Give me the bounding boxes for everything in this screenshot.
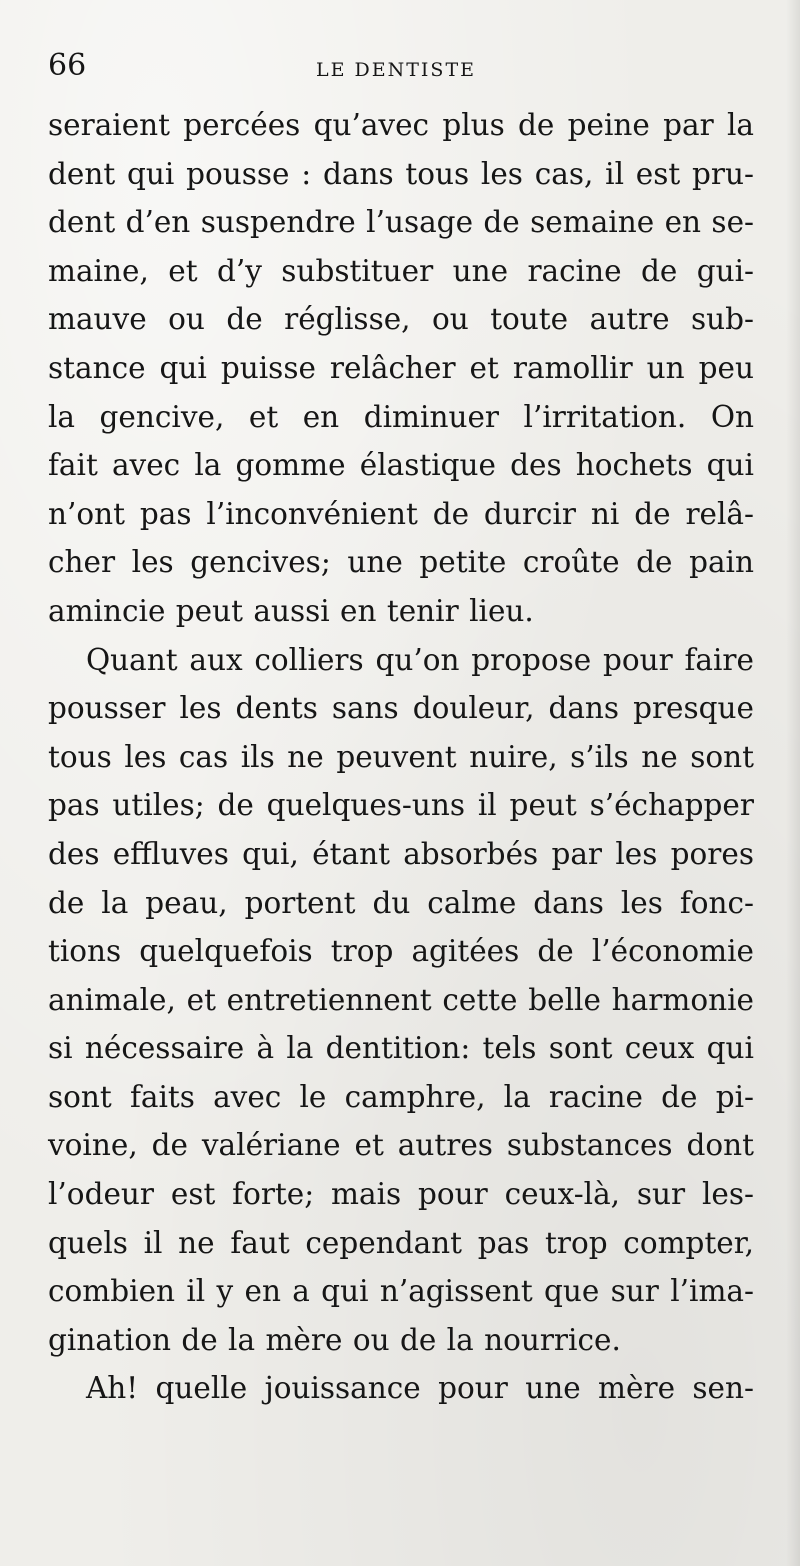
text-line: dent d’en suspendre l’usage de semaine en se-	[48, 205, 754, 240]
page-number: 66	[48, 48, 87, 83]
text-line: seraient percées qu’avec plus de peine par la	[48, 108, 754, 142]
text-line: quels il ne faut cependant pas trop compter,	[48, 1225, 754, 1260]
text-line: Ah! quelle jouissance pour une mère sen-	[86, 1371, 754, 1406]
text-line: stance qui puisse relâcher et ramollir un peu	[48, 350, 754, 385]
text-line: de la peau, portent du calme dans les fonc-	[48, 885, 754, 920]
running-head	[48, 46, 752, 86]
text-line: Quant aux colliers qu’on propose pour faire	[86, 642, 754, 677]
text-line: cher les gencives; une petite croûte de pain	[48, 545, 754, 580]
text-line: n’ont pas l’inconvénient de durcir ni de relâ-	[48, 496, 754, 531]
running-title: LE DENTISTE	[316, 59, 476, 81]
body-text	[48, 101, 754, 1413]
text-line: combien il y en a qui n’agissent que sur l’ima-	[48, 1274, 754, 1309]
text-line: maine, et d’y substituer une racine de gui-	[48, 253, 754, 288]
text-line: tous les cas ils ne peuvent nuire, s’ils ne sont	[48, 739, 754, 774]
text-line: sont faits avec le camphre, la racine de pi-	[48, 1079, 754, 1114]
text-line: fait avec la gomme élastique des hochets qui	[48, 448, 754, 483]
text-line: gination de la mère ou de la nourrice.	[48, 1322, 621, 1357]
text-line: l’odeur est forte; mais pour ceux-là, sur les-	[48, 1177, 754, 1212]
text-line: dent qui pousse : dans tous les cas, il est pru-	[48, 156, 754, 191]
text-line: animale, et entretiennent cette belle harmonie	[48, 982, 754, 1017]
text-line: tions quelquefois trop agitées de l’économie	[48, 934, 754, 969]
text-line: la gencive, et en diminuer l’irritation. On	[48, 399, 754, 434]
text-line: pousser les dents sans douleur, dans presque	[48, 691, 754, 726]
text-line: des effluves qui, étant absorbés par les pores	[48, 836, 754, 871]
text-line: voine, de valériane et autres substances dont	[48, 1128, 754, 1163]
text-line: pas utiles; de quelques-uns il peut s’échapper	[48, 788, 754, 823]
text-line: mauve ou de réglisse, ou toute autre sub-	[48, 302, 754, 337]
text-line: si nécessaire à la dentition: tels sont ceux qui	[48, 1031, 754, 1066]
text-line: amincie peut aussi en tenir lieu.	[48, 593, 534, 628]
